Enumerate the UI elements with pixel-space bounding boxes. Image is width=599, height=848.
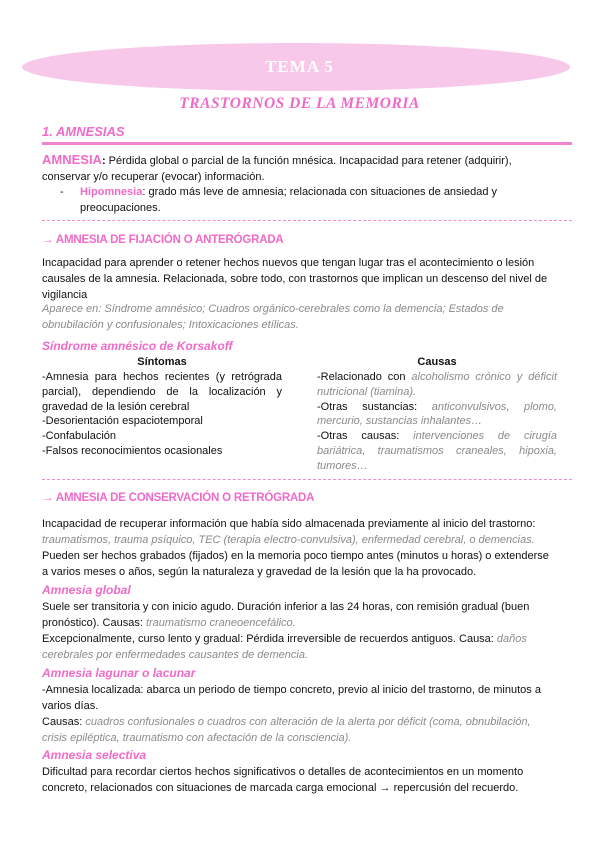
global-body: Suele ser transitoria y con inicio agudo. Duración inferior a las 24 horas, con remisión gradual (buen pronóstico). Causas: traumatismo craneoencefálico. Excepcionalmente, curso lento y gradual: Pérdida irreversible de recuerdos antiguos. Causa: daños cerebrales por enfermedades causantes de demencia.	[42, 601, 530, 661]
heading-amnesia-global: Amnesia global	[42, 583, 131, 597]
heading-korsakoff: Síndrome amnésico de Korsakoff	[42, 339, 233, 353]
heading-amnesia-fijacion: → AMNESIA DE FIJACIÓN O ANTERÓGRADA	[42, 234, 284, 246]
dashed-divider	[42, 479, 572, 480]
section-title: 1. AMNESIAS	[42, 124, 125, 139]
hipomnesia-item: - Hipomnesia: grado más leve de amnesia; relacionada con situaciones de ansiedad y preocupaciones.	[60, 186, 498, 214]
fijacion-body: Incapacidad para aprender o retener hechos nuevos que tengan lugar tras el acontecimiento o lesión causales de la amnesia. Relacionada, sobre todo, con trastornos que implican un descenso del nivel de vigilancia	[42, 257, 548, 301]
topic-number: TEMA 5	[265, 57, 334, 76]
list-item: -Relacionado con alcoholismo crónico y déficit	[317, 371, 557, 383]
list-item: -Otras causas: intervenciones de cirugía	[317, 430, 557, 443]
amnesia-definition: AMNESIA: Pérdida global o parcial de la función mnésica. Incapacidad para retener (adquirir), conservar y/o recuperar (evocar) información.	[42, 152, 512, 183]
list-item: -Falsos reconocimientos ocasionales	[42, 444, 223, 457]
document-title: TRASTORNOS DE LA MEMORIA	[179, 95, 420, 112]
heading-amnesia-selectiva: Amnesia selectiva	[42, 748, 147, 762]
list-item: gravedad de la lesión cerebral	[42, 400, 190, 413]
fijacion-aparece: Aparece en: Síndrome amnésico; Cuadros orgánico-cerebrales como la demencia; Estados de obnubilación y confusionales; Intoxicaciones etílicas.	[42, 303, 504, 331]
conservacion-body: Incapacidad de recuperar información que había sido almacenada previamente al inicio del trastorno: traumatismos, trauma psíquico, TEC (terapia electro-convulsiva), enfermedad cerebral, o demencias. Pueden ser hechos grabados (fijados) en la memoria poco tiempo antes (minutos u horas) o extenderse a varios meses o años, según la naturaleza y gravedad de la lesión que la ha provocado.	[42, 518, 549, 578]
sintomas-list	[42, 370, 282, 459]
amnesia-term: AMNESIA	[42, 152, 102, 167]
causas-list: -Relacionado con alcoholismo crónico y déficit nutricional (tiamina). -Otras sustancias: anticonvulsivos, plomo, mercurio, sustancias inhalantes… -Otras causas: intervenciones de cirugía bariátrica, traumatismos craneales, hipoxia, tumores…	[317, 371, 557, 472]
heading-amnesia-lagunar: Amnesia lagunar o lacunar	[42, 666, 196, 680]
sintomas-header: Síntomas	[137, 356, 187, 368]
list-item: -Amnesia para hechos recientes (y retrógrada	[42, 371, 282, 383]
list-item: -Desorientación espaciotemporal	[42, 415, 203, 428]
dashed-divider	[42, 220, 572, 221]
list-item: -Confabulación	[42, 430, 116, 443]
hipomnesia-term: Hipomnesia	[80, 186, 143, 198]
selectiva-body: Dificultad para recordar ciertos hechos significativos o detalles de acontecimientos en un momento concreto, relacionados con situaciones de marcada carga emocional → repercusión del recuerdo.	[42, 766, 524, 794]
lagunar-body: -Amnesia localizada: abarca un periodo de tiempo concreto, previo al inicio del trastorno, de minutos a varios días. Causas: cuadros confusionales o cuadros con alteración de la alerta por déficit (coma, obnubilación, crisis epiléptica, traumatismo con afectación de la consciencia).	[42, 684, 541, 744]
heading-amnesia-conservacion: → AMNESIA DE CONSERVACIÓN O RETRÓGRADA	[42, 492, 315, 504]
section-divider	[42, 142, 572, 145]
list-item: parcial), dependiendo de la localización y	[42, 385, 282, 398]
causas-header: Causas	[417, 356, 457, 368]
list-item: -Otras sustancias: anticonvulsivos, plomo,	[317, 400, 557, 413]
